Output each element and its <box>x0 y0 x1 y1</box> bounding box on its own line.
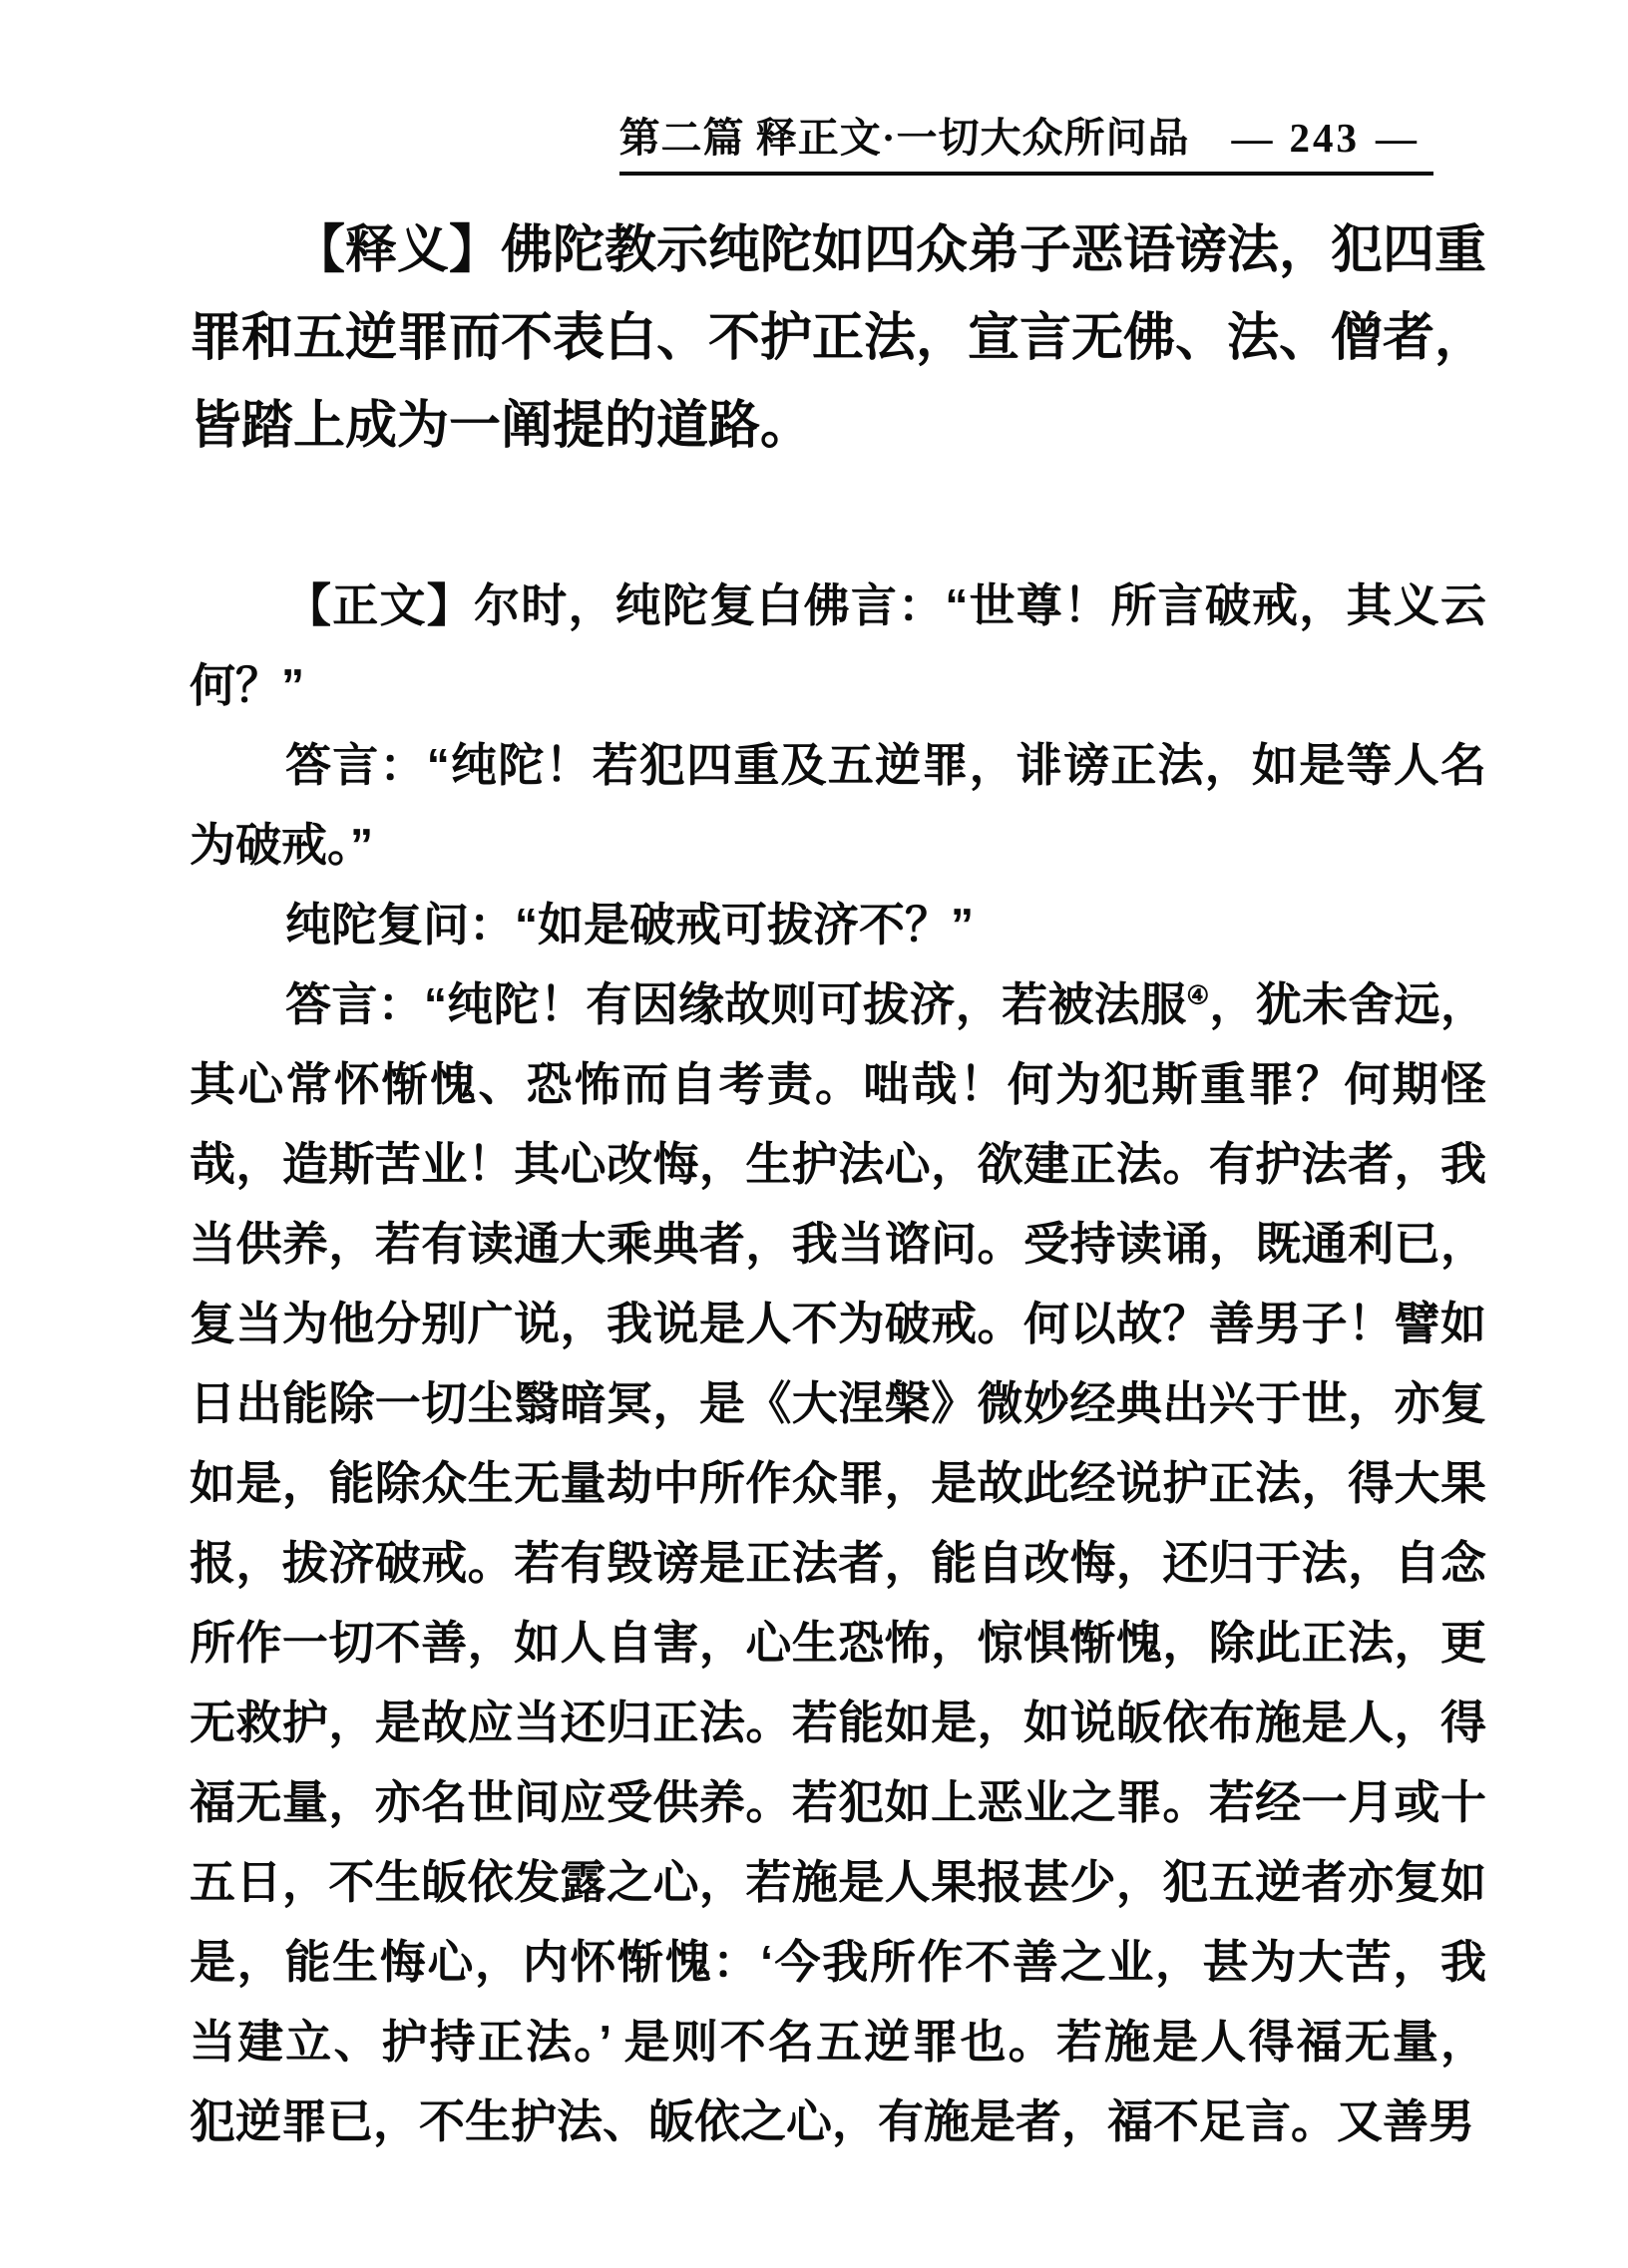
text-line: 所作一切不善，如人自害，心生恐怖，惊惧惭愧，除此正法，更 <box>190 1617 1486 1669</box>
running-head <box>619 116 1433 176</box>
chapter-title: 第二篇 释正文·一切大众所问品 <box>618 115 1190 161</box>
footnote-marker: ④ <box>1186 981 1210 1010</box>
paragraph <box>190 885 1486 964</box>
text-line: 【释义】佛陀教示纯陀如四众弟子恶语谤法，犯四重 <box>293 222 1487 279</box>
text-line: 当供养，若有读通大乘典者，我当谘问。受持读诵，既通利已， <box>190 1218 1486 1270</box>
text-line: 报，拔济破戒。若有毁谤是正法者，能自改悔，还归于法，自念 <box>190 1537 1486 1589</box>
page-number-dash-left: — <box>1231 115 1274 161</box>
paragraph <box>190 566 1486 725</box>
text-line: 为破戒。” <box>190 819 373 871</box>
text-line: 答言：“纯陀！有因缘故则可拔济，若被法服④，犹未舍远， <box>285 978 1487 1030</box>
text-line: 五日，不生皈依发露之心，若施是人果报甚少，犯五逆者亦复如 <box>190 1856 1486 1908</box>
text-line: 纯陀复问：“如是破戒可拔济不？” <box>285 899 974 950</box>
page-number-dash-right: — <box>1376 115 1418 161</box>
paragraph <box>190 207 1486 471</box>
text-line: 皆踏上成为一阐提的道路。 <box>190 398 813 455</box>
page-body <box>190 207 1486 2161</box>
text-line: 福无量，亦名世间应受供养。若犯如上恶业之罪。若经一月或十 <box>190 1776 1486 1828</box>
text-line: 是，能生悔心，内怀惭愧：‘今我所作不善之业，甚为大苦，我 <box>190 1936 1486 1988</box>
text-line: 哉，造斯苦业！其心改悔，生护法心，欲建正法。有护法者，我 <box>190 1138 1486 1190</box>
text-line: 罪和五逆罪而不表白、不护正法，宣言无佛、法、僧者， <box>190 310 1487 367</box>
text-line: 日出能除一切尘翳暗冥，是《大涅槃》微妙经典出兴于世，亦复 <box>190 1377 1486 1429</box>
page-number: 243 <box>1289 115 1360 161</box>
text-line: 何？” <box>190 659 304 711</box>
paragraph <box>190 725 1486 885</box>
paragraph <box>190 964 1486 2161</box>
text-line: 其心常怀惭愧、恐怖而自考责。咄哉！何为犯斯重罪？何期怪 <box>190 1058 1486 1110</box>
text-line: 当建立、护持正法。’ 是则不名五逆罪也。若施是人得福无量， <box>190 2016 1486 2068</box>
text-line: 复当为他分别广说，我说是人不为破戒。何以故？善男子！譬如 <box>190 1298 1486 1349</box>
text-line: 【正文】尔时，纯陀复白佛言：“世尊！所言破戒，其义云 <box>285 579 1486 631</box>
text-line: 如是，能除众生无量劫中所作众罪，是故此经说护正法，得大果 <box>190 1457 1486 1509</box>
text-line: 答言：“纯陀！若犯四重及五逆罪，诽谤正法，如是等人名 <box>285 739 1486 791</box>
text-line: 犯逆罪已，不生护法、皈依之心，有施是者，福不足言。又善男 <box>190 2095 1474 2147</box>
text-line: 无救护，是故应当还归正法。若能如是，如说皈依布施是人，得 <box>190 1697 1486 1748</box>
